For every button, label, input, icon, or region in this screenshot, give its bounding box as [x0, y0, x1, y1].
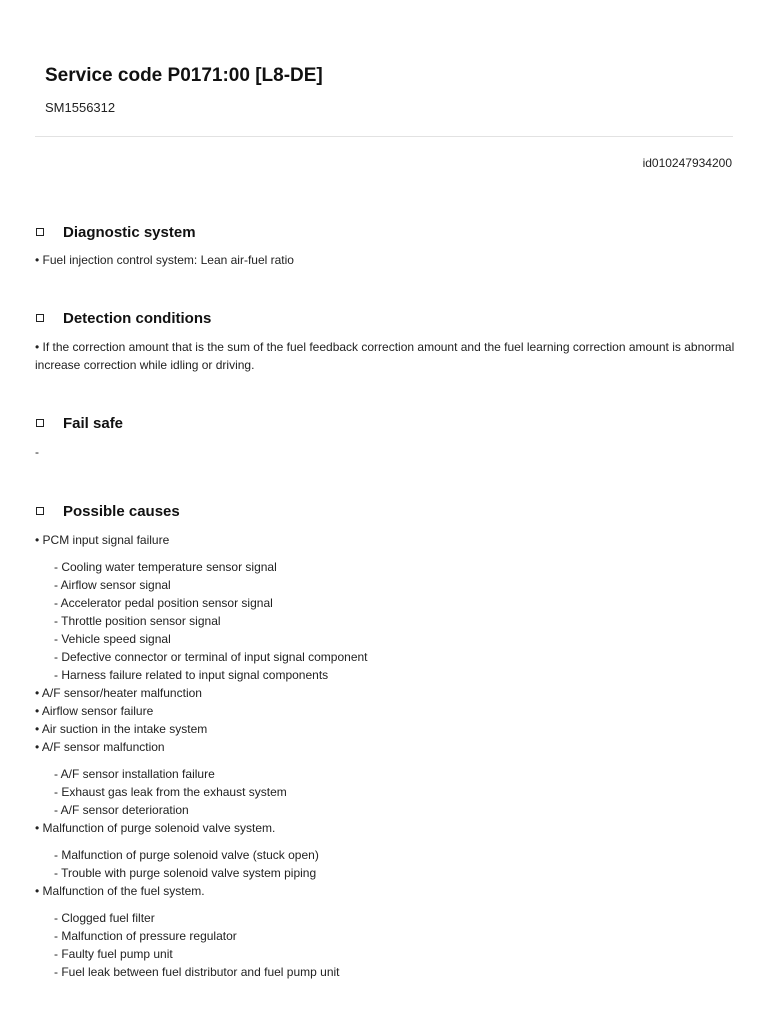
cause-item: • A/F sensor/heater malfunction: [35, 686, 202, 700]
possible-causes-list: [35, 531, 735, 981]
cause-item: • A/F sensor malfunction: [35, 740, 165, 754]
section-heading: [35, 412, 735, 434]
square-bullet-icon: [36, 507, 44, 515]
cause-item: • Malfunction of the fuel system.: [35, 884, 205, 898]
sub-item: - Malfunction of purge solenoid valve (stuck open): [54, 848, 319, 862]
header-divider: [35, 136, 733, 137]
sub-item: - Exhaust gas leak from the exhaust system: [54, 785, 287, 799]
sub-item: - Airflow sensor signal: [54, 578, 171, 592]
document-id: id010247934200: [642, 156, 732, 170]
section-possible-causes: [35, 500, 735, 522]
section-title: Fail safe: [63, 414, 124, 432]
sub-item: - Throttle position sensor signal: [54, 614, 221, 628]
sub-item: - A/F sensor deterioration: [54, 803, 189, 817]
section-heading: [35, 307, 735, 329]
sub-item: - Harness failure related to input signal components: [54, 668, 329, 682]
sub-item: - Vehicle speed signal: [54, 632, 171, 646]
section-body: • If the correction amount that is the sum of the fuel feedback correction amount and the fuel learning correction amount is abnormal increase correction while idling or driving.: [35, 340, 735, 372]
section-detection-conditions: [35, 307, 735, 374]
square-bullet-icon: [36, 419, 44, 427]
sub-item: - Clogged fuel filter: [54, 911, 155, 925]
cause-item: • Airflow sensor failure: [35, 704, 154, 718]
cause-sublist: [35, 558, 735, 684]
section-body: -: [35, 445, 39, 459]
cause-item: • PCM input signal failure: [35, 533, 170, 547]
section-diagnostic-system: [35, 221, 735, 269]
cause-sublist: [35, 909, 735, 981]
section-title: Possible causes: [63, 502, 180, 520]
sub-item: - Malfunction of pressure regulator: [54, 929, 237, 943]
section-body: • Fuel injection control system: Lean air-fuel ratio: [35, 253, 294, 267]
sub-item: - Fuel leak between fuel distributor and fuel pump unit: [54, 965, 340, 979]
cause-sublist: [35, 846, 735, 882]
page-title: Service code P0171:00 [L8-DE]: [45, 65, 323, 86]
section-fail-safe: [35, 412, 735, 461]
cause-item: • Malfunction of purge solenoid valve system.: [35, 821, 276, 835]
sub-item: - Accelerator pedal position sensor signal: [54, 596, 273, 610]
cause-sublist: [35, 765, 735, 819]
square-bullet-icon: [36, 228, 44, 236]
sub-item: - Defective connector or terminal of input signal component: [54, 650, 368, 664]
sub-item: - Cooling water temperature sensor signal: [54, 560, 277, 574]
square-bullet-icon: [36, 314, 44, 322]
service-manual-code: SM1556312: [45, 100, 116, 115]
sub-item: - Faulty fuel pump unit: [54, 947, 173, 961]
section-title: Diagnostic system: [63, 223, 196, 241]
section-title: Detection conditions: [63, 309, 212, 327]
cause-item: • Air suction in the intake system: [35, 722, 208, 736]
sub-item: - A/F sensor installation failure: [54, 767, 215, 781]
sub-item: - Trouble with purge solenoid valve system piping: [54, 866, 317, 880]
section-heading: [35, 500, 735, 522]
section-heading: [35, 221, 735, 243]
